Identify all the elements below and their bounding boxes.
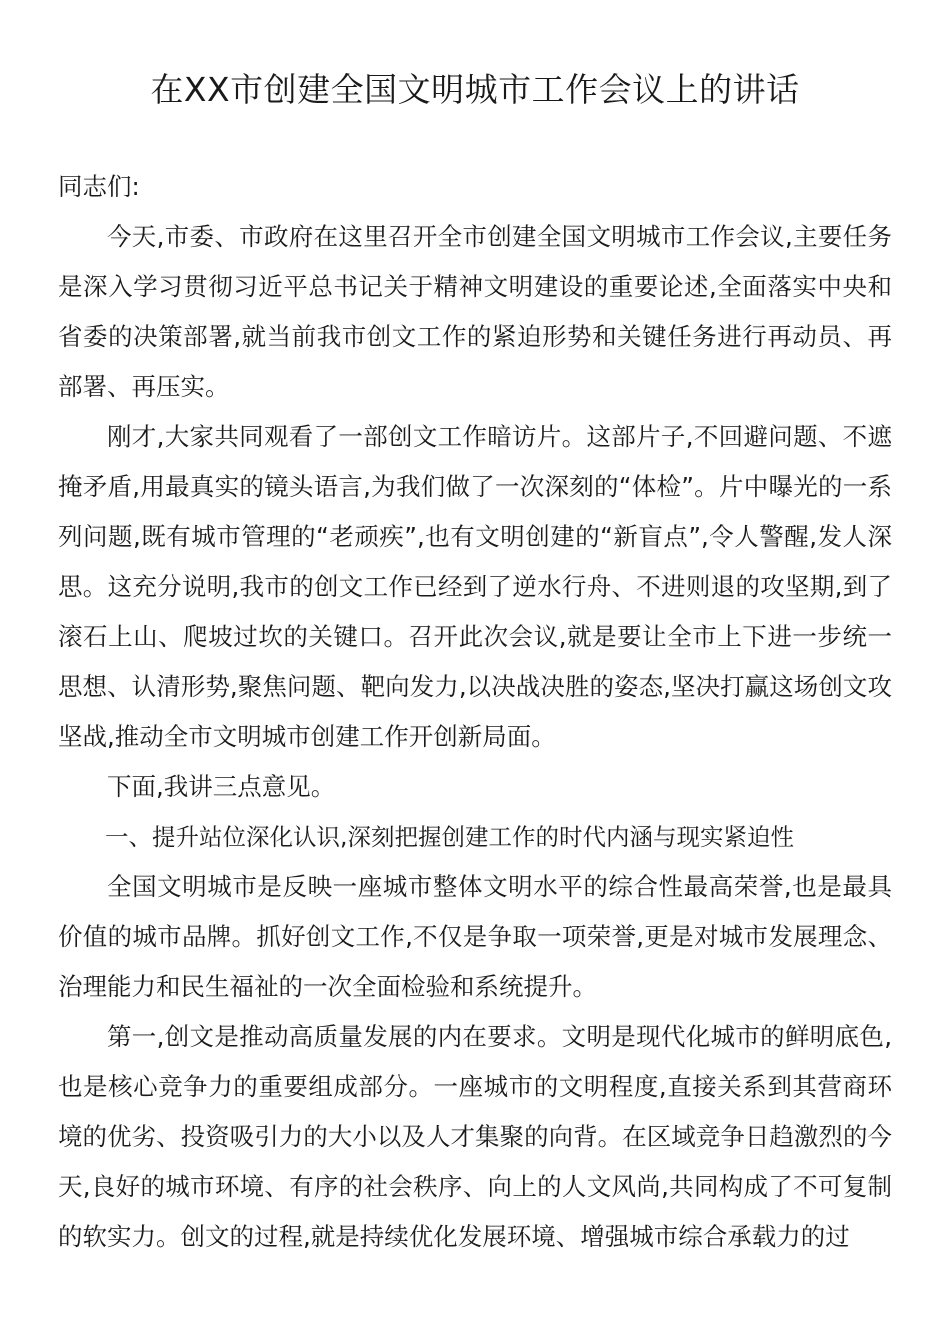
paragraph-intro: 今天,市委、市政府在这里召开全市创建全国文明城市工作会议,主要任务是深入学习贯彻习近平总书记关于精神文明建设的重要论述,全面落实中央和省委的决策部署,就当前我市创文工作的紧迫形势和关键任务进行再动员、再部署、再压实。 <box>58 222 892 401</box>
section-paragraph: 全国文明城市是反映一座城市整体文明水平的综合性最高荣誉,也是最具价值的城市品牌。抓好创文工作,不仅是争取一项荣誉,更是对城市发展理念、治理能力和民生福祉的一次全面检验和系统提升。 <box>58 872 892 1001</box>
document-body <box>58 162 892 1262</box>
salutation: 同志们: <box>58 172 140 201</box>
section-paragraph: 第一,创文是推动高质量发展的内在要求。文明是现代化城市的鲜明底色,也是核心竞争力的重要组成部分。一座城市的文明程度,直接关系到其营商环境的优劣、投资吸引力的大小以及人才集聚的向背。在区域竞争日趋激烈的今天,良好的城市环境、有序的社会秩序、向上的人文风尚,共同构成了不可复制的软实力。创文的过程,就是持续优化发展环境、增强城市综合承载力的过 <box>58 1022 892 1251</box>
section-heading: 一、提升站位深化认识,深刻把握创建工作的时代内涵与现实紧迫性 <box>105 823 794 851</box>
paragraph-context: 刚才,大家共同观看了一部创文工作暗访片。这部片子,不回避问题、不遮掩矛盾,用最真实的镜头语言,为我们做了一次深刻的“体检”。片中曝光的一系列问题,既有城市管理的“老顽疾”,也有文明创建的“新盲点”,令人警醒,发人深思。这充分说明,我市的创文工作已经到了逆水行舟、不进则退的攻坚期,到了滚石上山、爬坡过坎的关键口。召开此次会议,就是要让全市上下进一步统一思想、认清形势,聚焦问题、靶向发力,以决战决胜的姿态,坚决打赢这场创文攻坚战,推动全市文明城市创建工作开创新局面。 <box>58 422 892 751</box>
document-title: 在XX市创建全国文明城市工作会议上的讲话 <box>150 70 800 109</box>
paragraph-transition: 下面,我讲三点意见。 <box>107 772 336 801</box>
